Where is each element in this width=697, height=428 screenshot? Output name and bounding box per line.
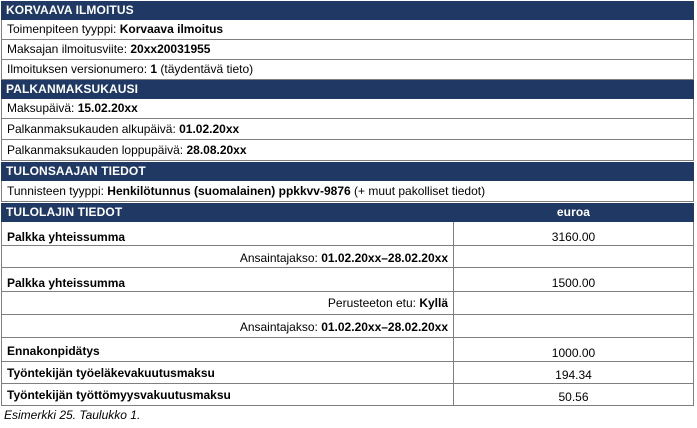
row-label: Perusteeton etu: [327,296,420,310]
income-row-unemployment-contribution [1,384,453,406]
income-amount [453,292,694,315]
row-note: (+ muut pakolliset tiedot) [350,184,486,198]
row-value: Henkilötunnus (suomalainen) ppkkvv-9876 [107,184,351,198]
row-label: Toimenpiteen tyyppi: [7,22,120,36]
table-caption: Esimerkki 25. Taulukko 1. [4,408,141,422]
income-row-earning-period [1,315,453,338]
row-label: Tunnisteen tyyppi: [7,184,108,198]
row-payer-reference [1,40,694,60]
section-title: TULONSAAJAN TIEDOT [6,164,146,178]
row-value: 1 [150,62,158,76]
row-value: Korvaava ilmoitus [119,22,224,36]
income-type: Palkka yhteissumma [7,230,126,244]
section-header-period [1,80,694,99]
income-amount [453,315,694,338]
amount-value: 194.34 [555,368,592,382]
income-row-salary-total [1,222,453,246]
row-note: (täydentävä tieto) [157,62,254,76]
row-label: Palkanmaksukauden loppupäivä: [7,143,187,157]
row-version-number [1,60,694,80]
income-amount [453,222,694,246]
row-value: 01.02.20xx–28.02.20xx [321,251,448,265]
row-payment-date [1,99,694,119]
section-header-income [1,203,694,222]
income-amount [453,338,694,362]
row-label: Maksupäivä: [7,101,78,115]
row-value: 01.02.20xx [179,122,240,136]
section-title: PALKANMAKSUKAUSI [6,82,139,96]
row-value: 15.02.20xx [77,101,138,115]
income-amount [453,246,694,268]
income-row-earning-period [1,246,453,268]
row-period-start [1,119,694,140]
income-type: Palkka yhteissumma [7,276,126,290]
section-title: TULOLAJIN TIEDOT [6,205,123,219]
income-row-pension-contribution [1,362,453,384]
section-header-recipient [1,162,694,181]
income-row-salary-total [1,268,453,292]
amount-value: 1500.00 [551,276,596,290]
row-value: Kyllä [419,296,448,310]
row-action-type [1,20,694,40]
income-amount [453,362,694,384]
row-label: Ansaintajakso: [239,320,322,334]
row-label: Maksajan ilmoitusviite: [7,42,131,56]
row-label: Palkanmaksukauden alkupäivä: [7,122,180,136]
income-amount [453,268,694,292]
row-period-end [1,140,694,161]
income-row-unjustified-benefit [1,292,453,315]
row-identifier-type [1,181,694,202]
income-row-withholding [1,338,453,362]
income-type: Työntekijän työttömyysvakuutusmaksu [7,388,231,402]
income-amount [453,384,694,406]
income-type: Ennakonpidätys [7,344,100,358]
amount-value: 50.56 [558,390,589,404]
income-type: Työntekijän työeläkevakuutusmaksu [7,366,215,380]
row-value: 28.08.20xx [186,143,247,157]
amount-value: 1000.00 [551,346,596,360]
row-value: 01.02.20xx–28.02.20xx [321,320,448,334]
unit-column-header: euroa [556,205,591,219]
section-title: KORVAAVA ILMOITUS [6,3,134,17]
row-label: Ilmoituksen versionumero: [7,62,151,76]
row-value: 20xx20031955 [130,42,211,56]
section-header-notice [1,1,694,20]
row-label: Ansaintajakso: [239,251,322,265]
amount-value: 3160.00 [551,230,596,244]
